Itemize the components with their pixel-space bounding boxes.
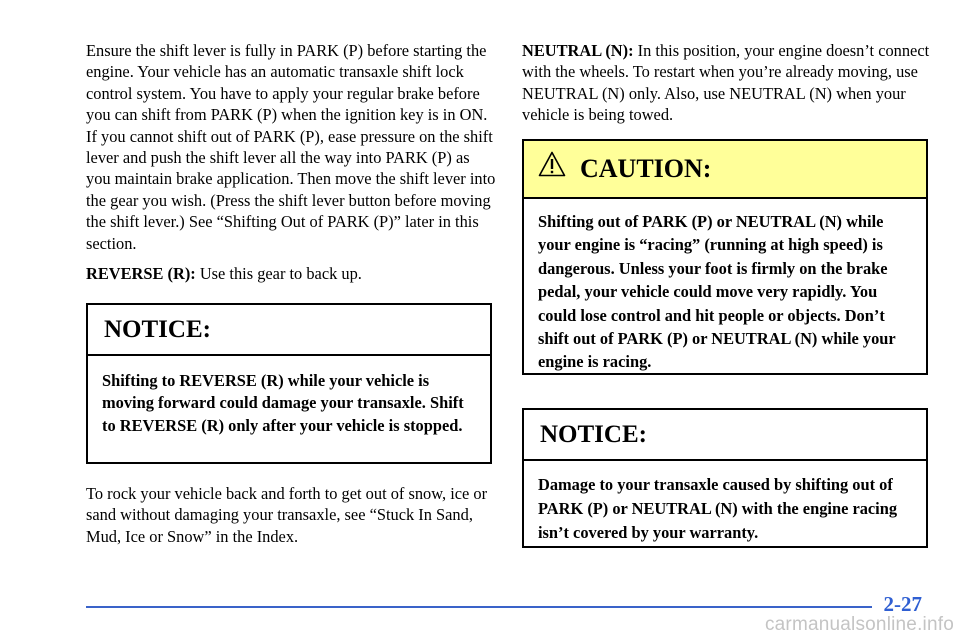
reverse-description: Use this gear to back up. <box>195 264 362 284</box>
caution-body: Shifting out of PARK (P) or NEUTRAL (N) while your engine is “racing” (running at high speed) is dangerous. Unless your foot is firmly on the brake pedal, your vehicle could move very rapidly. You could lose control and hit people or objects. Don’t shift out of PARK (P) or NEUTRAL (N) while your engine is racing. <box>538 212 896 372</box>
notice-box-warranty <box>522 408 928 548</box>
neutral-term: NEUTRAL (N): <box>522 41 634 60</box>
page-number: 2-27 <box>883 592 922 616</box>
shift-lever-paragraph: Ensure the shift lever is fully in PARK (P) before starting the engine. Your vehicle has an automatic transaxle shift lock control system. You have to apply your regular brake before you can shift from PARK (P) when the ignition key is in ON. If you cannot shift out of PARK (P), ease pressure on the shift lever and push the shift lever all the way into PARK (P) as you maintain brake application. Then move the shift lever into the gear you wish. (Press the shift lever button before moving the shift lever.) See “Shifting Out of PARK (P)” later in this section. <box>86 41 496 253</box>
watermark: carmanualsonline.info <box>764 614 954 635</box>
warning-triangle-icon <box>538 151 566 177</box>
notice-title: NOTICE: <box>524 410 926 461</box>
notice-box-reverse <box>86 303 492 464</box>
reverse-paragraph <box>86 263 496 284</box>
caution-header <box>524 141 926 199</box>
footer-rule <box>86 606 872 608</box>
notice-title: NOTICE: <box>88 305 490 356</box>
notice-body: Damage to your transaxle caused by shifting out of PARK (P) or NEUTRAL (N) with the engine racing isn’t covered by your warranty. <box>538 475 898 542</box>
reverse-term: REVERSE (R): <box>86 264 196 284</box>
neutral-paragraph <box>522 40 932 126</box>
neutral-description: In this position, your engine doesn’t connect with the wheels. To restart when you’re already moving, use NEUTRAL (N) only. Also, use NEUTRAL (N) when your vehicle is being towed. <box>522 41 930 125</box>
caution-title: CAUTION: <box>580 154 712 183</box>
notice-body: Shifting to REVERSE (R) while your vehicle is moving forward could damage your transaxle. Shift to REVERSE (R) only after your vehicle is stopped. <box>102 371 464 435</box>
right-column <box>522 40 932 126</box>
left-column <box>86 40 496 284</box>
rock-vehicle-section <box>86 483 496 547</box>
rock-vehicle-paragraph: To rock your vehicle back and forth to get out of snow, ice or sand without damaging your transaxle, see “Stuck In Sand, Mud, Ice or Snow” in the Index. <box>86 484 488 546</box>
caution-box <box>522 139 928 375</box>
